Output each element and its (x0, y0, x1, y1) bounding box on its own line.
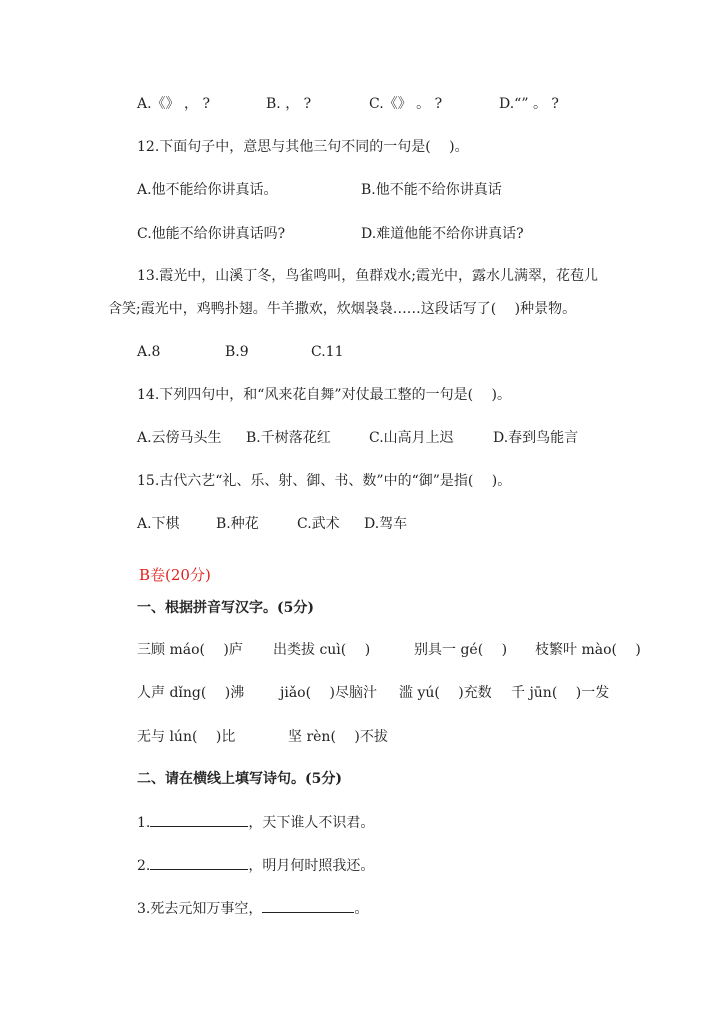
q11-option-d: D.“” 。 ? (499, 96, 559, 112)
pinyin-item: jiǎo( )尽脑汁 (280, 685, 377, 701)
poem-suffix: 。 (354, 901, 369, 917)
q15-option-d: D.驾车 (364, 516, 408, 532)
part2-title: 二、请在横线上填写诗句。(5分) (137, 771, 342, 787)
pinyin-item: 无与 lún( )比 (137, 729, 236, 745)
q15-option-c: C.武术 (297, 516, 340, 532)
pinyin-item: 三顾 máo( )庐 (137, 642, 243, 658)
q14-option-c: C.山高月上迟 (369, 430, 454, 446)
pinyin-item: 千 jūn( )一发 (511, 685, 610, 701)
q15-option-a: A.下棋 (137, 516, 180, 532)
pinyin-item: 别具一 gé( ) (414, 642, 508, 658)
pinyin-item: 坚 rèn( )不拔 (288, 729, 388, 745)
q14-option-d: D.春到鸟能言 (493, 430, 579, 446)
pinyin-item: 人声 dǐng( )沸 (137, 685, 245, 701)
fill-blank[interactable] (150, 857, 248, 870)
q12-option-b: B.他不能不给你讲真话 (361, 182, 502, 198)
poem-suffix: ，明月何时照我还。 (248, 858, 375, 874)
poem-prefix: 3.死去元知万事空， (137, 901, 263, 917)
q12-stem: 12.下面句子中，意思与其他三句不同的一句是( )。 (137, 139, 469, 155)
q13-option-a: A.8 (137, 344, 161, 360)
q11-option-a: A.《》 ， ? (137, 96, 210, 112)
pinyin-item: 枝繁叶 mào( ) (535, 642, 641, 658)
pinyin-item: 出类拔 cuì( ) (273, 642, 371, 658)
poem-prefix: 1. (137, 815, 151, 831)
part1-title: 一、根据拼音写汉字。(5分) (137, 600, 314, 616)
poem-suffix: ，天下谁人不识君。 (248, 815, 375, 831)
q14-option-b: B.千树落花红 (246, 430, 331, 446)
q12-option-a: A.他不能给你讲真话。 (137, 182, 278, 198)
pinyin-item: 滥 yú( )充数 (399, 685, 492, 701)
poem-line-3 (137, 899, 368, 919)
q13-option-b: B.9 (225, 344, 249, 360)
q14-stem: 14.下列四句中，和“风来花自舞”对仗最工整的一句是( )。 (137, 387, 511, 403)
q13-stem-line2: 含笑;霞光中，鸡鸭扑翅。牛羊撒欢，炊烟袅袅……这段话写了( )种景物。 (108, 301, 577, 317)
section-b-title: B卷(20分) (139, 566, 211, 584)
q11-option-c: C.《》 。 ? (369, 96, 443, 112)
q15-stem: 15.古代六艺“礼、乐、射、御、书、数”中的“御”是指( )。 (137, 473, 512, 489)
poem-line-1 (137, 813, 374, 833)
q12-option-c: C.他能不给你讲真话吗? (137, 226, 286, 242)
q14-option-a: A.云傍马头生 (137, 430, 222, 446)
poem-prefix: 2. (137, 858, 151, 874)
poem-line-2 (137, 856, 374, 876)
q11-option-b: B. ， ? (266, 96, 312, 112)
q13-option-c: C.11 (311, 344, 344, 360)
fill-blank[interactable] (150, 814, 248, 827)
q12-option-d: D.难道他能不给你讲真话? (361, 226, 524, 242)
fill-blank[interactable] (262, 900, 354, 913)
q13-stem-line1: 13.霞光中，山溪丁冬，鸟雀鸣叫，鱼群戏水;霞光中，露水儿满翠，花苞儿 (137, 268, 598, 284)
q15-option-b: B.种花 (216, 516, 259, 532)
